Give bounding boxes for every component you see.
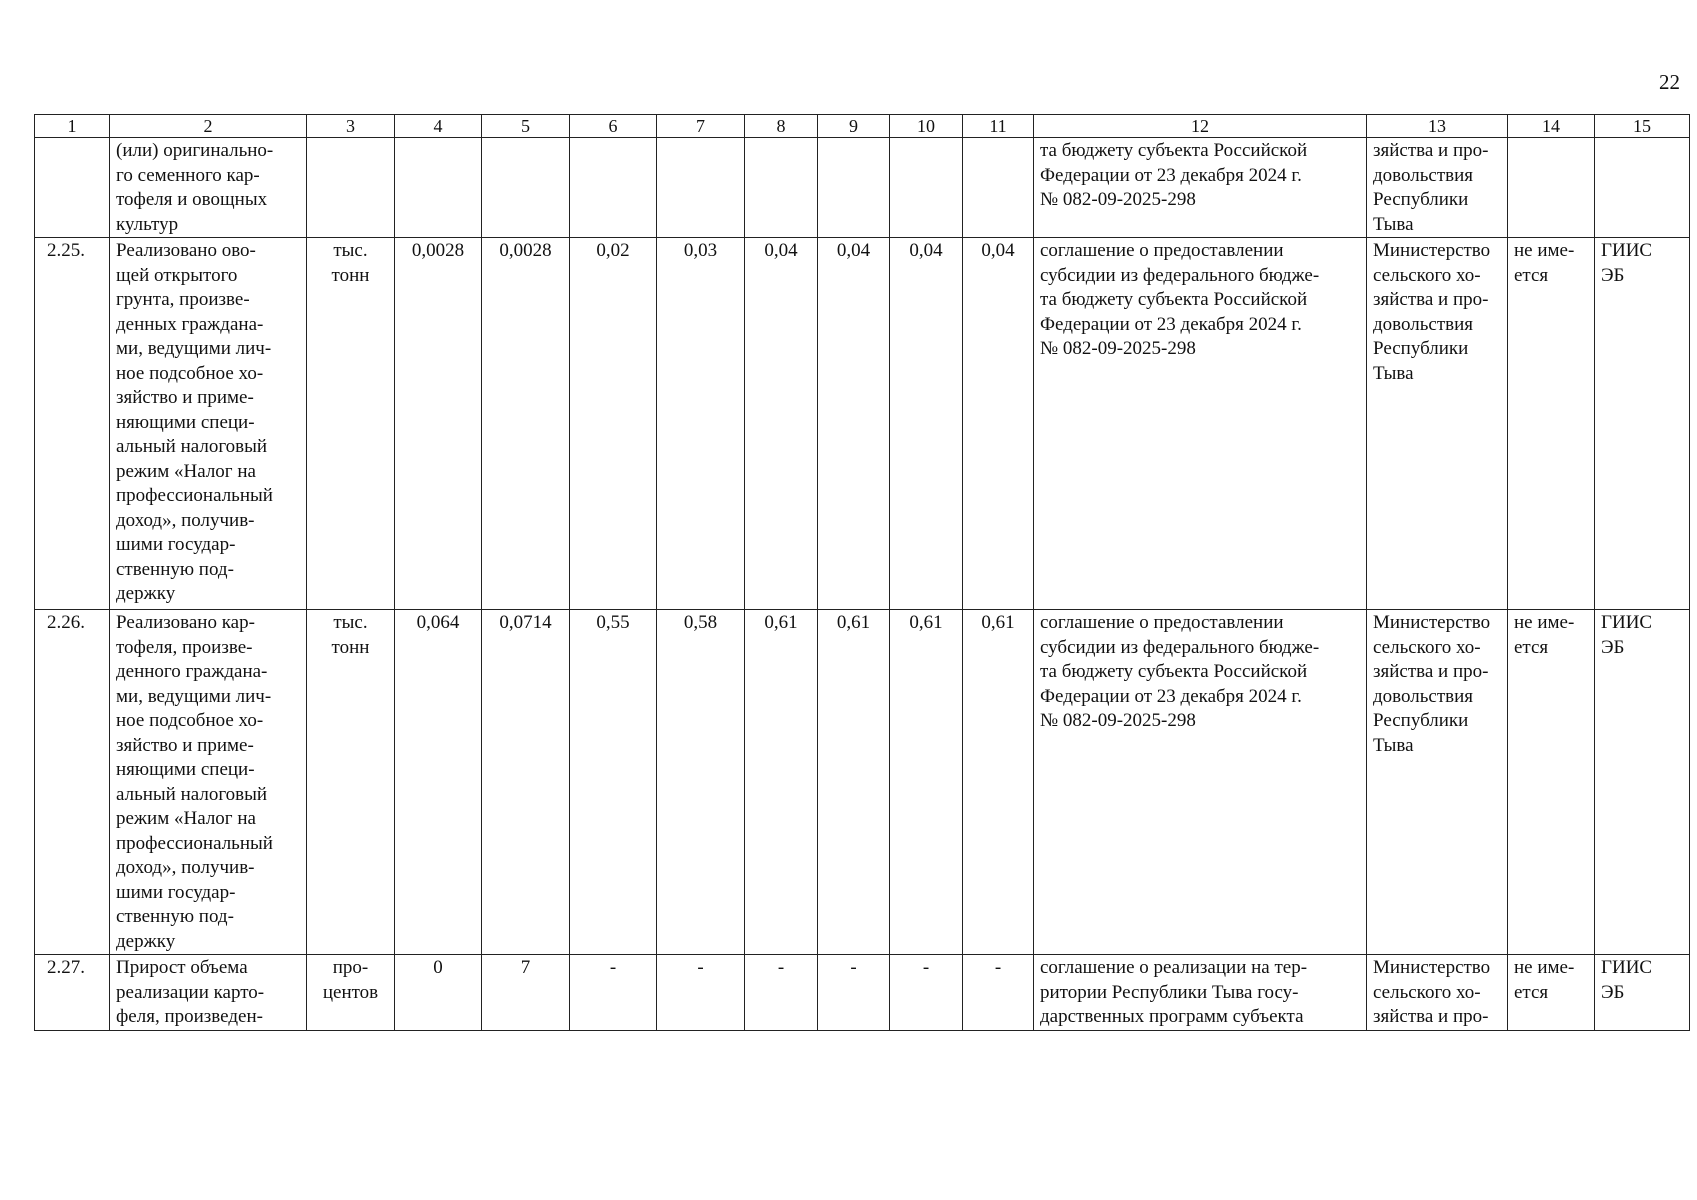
value-cell: 0,58 [657, 610, 745, 955]
value-cell: - [745, 955, 818, 1031]
value-cell: 0,04 [818, 238, 890, 610]
column-header: 2 [110, 115, 307, 138]
value-cell: 0,0028 [395, 238, 482, 610]
value-cell [395, 138, 482, 238]
document-basis-cell: та бюджету субъекта Российской Федерации от 23 декабря 2024 г. № 082-09-2025-298 [1034, 138, 1367, 238]
responsible-body-cell: Министерство сельского хо- зяйства и про- довольствия Республики Тыва [1367, 238, 1508, 610]
row-index-cell: 2.25. [35, 238, 110, 610]
table-row [35, 138, 1690, 238]
value-cell [570, 138, 657, 238]
value-cell [890, 138, 963, 238]
value-cell: - [570, 955, 657, 1031]
value-cell: 0,04 [963, 238, 1034, 610]
row-index-cell [35, 138, 110, 238]
indicator-name-cell: Реализовано кар- тофеля, произве- денного граждана- ми, ведущими лич- ное подсобное хо- зяйство и приме- няющими специ- альный налоговый режим «Налог на профессиональный доход», получив- шими государ- ственную под- держку [110, 610, 307, 955]
column-header: 15 [1595, 115, 1690, 138]
table-row [35, 238, 1690, 610]
column-header: 5 [482, 115, 570, 138]
unit-cell: тыс. тонн [307, 610, 395, 955]
availability-cell [1508, 138, 1595, 238]
value-cell: 0 [395, 955, 482, 1031]
value-cell: 0,61 [745, 610, 818, 955]
row-index-cell: 2.26. [35, 610, 110, 955]
value-cell: 0,0028 [482, 238, 570, 610]
value-cell [745, 138, 818, 238]
info-system-cell: ГИИС ЭБ [1595, 955, 1690, 1031]
column-header: 6 [570, 115, 657, 138]
value-cell: 0,04 [890, 238, 963, 610]
document-basis-cell: соглашение о реализации на тер- ритории Республики Тыва госу- дарственных программ субъекта [1034, 955, 1367, 1031]
document-basis-cell: соглашение о предоставлении субсидии из федерального бюдже- та бюджету субъекта Российской Федерации от 23 декабря 2024 г. № 082-09-2025-298 [1034, 238, 1367, 610]
value-cell: 0,61 [963, 610, 1034, 955]
responsible-body-cell: Министерство сельского хо- зяйства и про- [1367, 955, 1508, 1031]
indicator-name-cell: Реализовано ово- щей открытого грунта, произве- денных граждана- ми, ведущими лич- ное подсобное хо- зяйство и приме- няющими специ- альный налоговый режим «Налог на профессиональный доход», получив- шими государ- ственную под- держку [110, 238, 307, 610]
table-header-row [35, 115, 1690, 138]
value-cell [818, 138, 890, 238]
value-cell: 0,55 [570, 610, 657, 955]
value-cell: - [963, 955, 1034, 1031]
value-cell: 0,61 [890, 610, 963, 955]
indicators-table [34, 114, 1690, 1031]
responsible-body-cell: Министерство сельского хо- зяйства и про- довольствия Республики Тыва [1367, 610, 1508, 955]
info-system-cell [1595, 138, 1690, 238]
unit-cell [307, 138, 395, 238]
indicator-name-cell: (или) оригинально- го семенного кар- тофеля и овощных культур [110, 138, 307, 238]
column-header: 10 [890, 115, 963, 138]
availability-cell: не име- ется [1508, 610, 1595, 955]
column-header: 14 [1508, 115, 1595, 138]
row-index-cell: 2.27. [35, 955, 110, 1031]
value-cell: 0,04 [745, 238, 818, 610]
availability-cell: не име- ется [1508, 238, 1595, 610]
value-cell [657, 138, 745, 238]
value-cell: 0,03 [657, 238, 745, 610]
value-cell: - [890, 955, 963, 1031]
value-cell: - [657, 955, 745, 1031]
column-header: 12 [1034, 115, 1367, 138]
column-header: 11 [963, 115, 1034, 138]
value-cell: - [818, 955, 890, 1031]
column-header: 9 [818, 115, 890, 138]
column-header: 1 [35, 115, 110, 138]
info-system-cell: ГИИС ЭБ [1595, 238, 1690, 610]
value-cell [963, 138, 1034, 238]
column-header: 3 [307, 115, 395, 138]
page-number: 22 [1659, 70, 1680, 94]
indicator-name-cell: Прирост объема реализации карто- феля, произведен- [110, 955, 307, 1031]
value-cell [482, 138, 570, 238]
column-header: 7 [657, 115, 745, 138]
table-row [35, 610, 1690, 955]
value-cell: 0,064 [395, 610, 482, 955]
unit-cell: тыс. тонн [307, 238, 395, 610]
responsible-body-cell: зяйства и про- довольствия Республики Тыва [1367, 138, 1508, 238]
availability-cell: не име- ется [1508, 955, 1595, 1031]
column-header: 8 [745, 115, 818, 138]
column-header: 4 [395, 115, 482, 138]
value-cell: 7 [482, 955, 570, 1031]
table-row [35, 955, 1690, 1031]
unit-cell: про- центов [307, 955, 395, 1031]
value-cell: 0,0714 [482, 610, 570, 955]
document-basis-cell: соглашение о предоставлении субсидии из федерального бюдже- та бюджету субъекта Российской Федерации от 23 декабря 2024 г. № 082-09-2025-298 [1034, 610, 1367, 955]
info-system-cell: ГИИС ЭБ [1595, 610, 1690, 955]
value-cell: 0,61 [818, 610, 890, 955]
column-header: 13 [1367, 115, 1508, 138]
value-cell: 0,02 [570, 238, 657, 610]
